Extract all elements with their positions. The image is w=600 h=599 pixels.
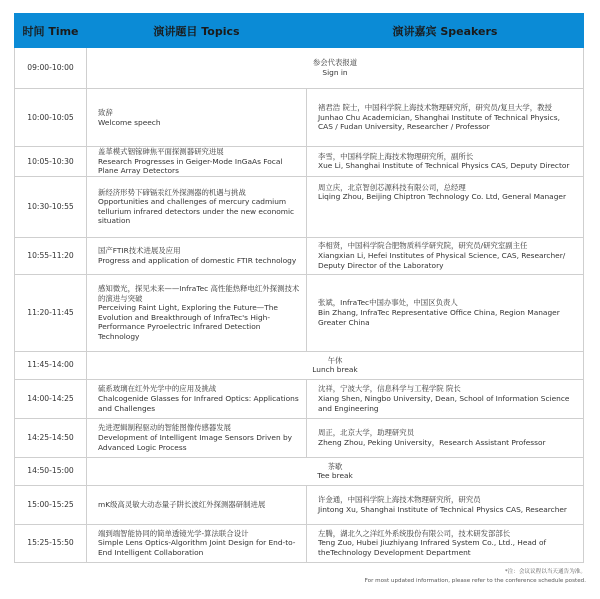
speaker-cell xyxy=(307,274,584,351)
header-row xyxy=(15,14,584,48)
topic-zh: 先进逻辑制程驱动的智能图像传感器发展 xyxy=(98,423,232,433)
speaker-en: Zheng Zhou, Peking University，Research Assistant Professor xyxy=(318,437,546,447)
topic-en: Research Progresses in Geiger-Mode InGaAs Focal Plane Array Detectors xyxy=(98,156,283,176)
speaker-en: Teng Zuo, Hubei Jiuzhiyang Infrared System Co., Ltd., Head of theTechnology Development Department xyxy=(318,538,547,558)
topic-cell xyxy=(87,485,307,524)
speaker-zh: 许金通，中国科学院上海技术物理研究所，研究员 xyxy=(318,495,481,505)
time-cell: 10:05-10:30 xyxy=(15,147,87,177)
speaker-en: Junhao Chu Academician, Shanghai Institute of Technical Physics, CAS / Fudan University, Researcher / Professor xyxy=(318,112,560,132)
session-cell xyxy=(87,351,584,379)
time-cell: 15:00-15:25 xyxy=(15,485,87,524)
table-row-lunch-break xyxy=(15,351,584,379)
table-row xyxy=(15,237,584,274)
agenda-table xyxy=(14,13,584,563)
speaker-zh: 周正，北京大学，助理研究员 xyxy=(318,428,415,438)
speaker-en: Bin Zhang, InfraTec Representative Office China, Region Manager Greater China xyxy=(318,307,560,327)
speaker-zh: 周立庆，北京智创芯源科技有限公司，总经理 xyxy=(318,182,466,192)
time-cell: 14:00-14:25 xyxy=(15,379,87,418)
topic-cell xyxy=(87,176,307,237)
time-cell: 15:25-15:50 xyxy=(15,524,87,562)
speaker-en: Jintong Xu, Shanghai Institute of Technical Physics CAS, Researcher xyxy=(318,504,567,514)
table-row xyxy=(15,379,584,418)
topic-en: Perceiving Faint Light, Exploring the Future—The Evolution and Breakthrough of InfraTec's High-Performance Pyroelectric Infrared Detection Technology xyxy=(98,303,278,341)
topic-en: Opportunities and challenges of mercury cadmium tellurium infrared detectors under the new economic situation xyxy=(98,197,295,226)
speaker-zh: 李相贤，中国科学院合肥物质科学研究院，研究员/研究室副主任 xyxy=(318,241,528,251)
topic-cell xyxy=(87,418,307,457)
topic-cell xyxy=(87,147,307,177)
header-time: 时间 Time xyxy=(15,14,87,48)
speaker-en: Liqing Zhou, Beijing Chiptron Technology Co. Ltd, General Manager xyxy=(318,192,566,202)
table-row-tea-break xyxy=(15,457,584,485)
topic-en: Development of Intelligent Image Sensors Driven by Advanced Logic Process xyxy=(98,432,293,452)
speaker-cell xyxy=(307,147,584,177)
time-cell: 10:55-11:20 xyxy=(15,237,87,274)
time-cell: 14:50-15:00 xyxy=(15,457,87,485)
session-cell xyxy=(87,48,584,89)
table-row xyxy=(15,89,584,147)
topic-cell xyxy=(87,379,307,418)
topic-cell xyxy=(87,524,307,562)
session-label-en: Sign in xyxy=(322,68,348,77)
topic-cell xyxy=(87,274,307,351)
speaker-cell xyxy=(307,237,584,274)
table-row xyxy=(15,147,584,177)
table-row xyxy=(15,274,584,351)
speaker-zh: 左腾，湖北久之洋红外系统股份有限公司，技术研发部部长 xyxy=(318,528,511,538)
time-cell: 10:00-10:05 xyxy=(15,89,87,147)
header-speakers: 演讲嘉宾 Speakers xyxy=(307,14,584,48)
topic-zh: 国产FTIR技术进展及应用 xyxy=(98,246,181,256)
speaker-cell xyxy=(307,176,584,237)
topic-zh: mK级高灵敏大动态量子阱长波红外探测器研制进展 xyxy=(98,499,266,509)
speaker-cell xyxy=(307,524,584,562)
speaker-en: Xue Li, Shanghai Institute of Technical Physics CAS, Deputy Director xyxy=(318,161,570,171)
topic-zh: 感知微光，探见未来——InfraTec 高性能热释电红外探测技术的演进与突破 xyxy=(98,284,300,303)
speaker-en: Xiangxian Li, Hefei Institutes of Physical Science, CAS, Researcher/ Deputy Director of the Laboratory xyxy=(318,250,566,270)
speaker-zh: 沈祥，宁波大学，信息科学与工程学院 院长 xyxy=(318,384,461,394)
session-label-zh: 午休 xyxy=(327,355,343,365)
table-row-sign-in xyxy=(15,48,584,89)
topic-en: Progress and application of domestic FTIR technology xyxy=(98,255,297,265)
topic-cell xyxy=(87,237,307,274)
speaker-zh: 张斌，InfraTec中国办事处，中国区负责人 xyxy=(318,298,458,308)
session-label-zh: 参会代表报道 xyxy=(312,58,358,68)
session-label-zh: 茶歇 xyxy=(327,461,343,471)
table-row xyxy=(15,524,584,562)
table-row xyxy=(15,176,584,237)
session-label-en: Lunch break xyxy=(312,365,358,375)
header-topics: 演讲题目 Topics xyxy=(87,14,307,48)
session-label-en: Tee break xyxy=(317,471,353,481)
footnote xyxy=(365,568,586,586)
session-cell xyxy=(87,457,584,485)
topic-en: Welcome speech xyxy=(98,117,161,127)
speaker-en: Xiang Shen, Ningbo University, Dean, School of Information Science and Engineering xyxy=(318,393,570,413)
speaker-cell xyxy=(307,379,584,418)
footnote-en: For most updated information, please refer to the conference schedule posted. xyxy=(364,578,586,584)
topic-zh: 端到端智能协同的简单透镜光学-算法联合设计 xyxy=(98,528,249,538)
table-row xyxy=(15,418,584,457)
speaker-zh: 褚君浩 院士，中国科学院上海技术物理研究所，研究员/复旦大学，教授 xyxy=(318,103,552,113)
topic-zh: 盖革模式铟镓砷焦平面探测器研究进展 xyxy=(98,147,224,156)
topic-zh: 新经济形势下碲镉汞红外探测器的机遇与挑战 xyxy=(98,187,246,197)
time-cell: 11:45-14:00 xyxy=(15,351,87,379)
topic-cell xyxy=(87,89,307,147)
topic-zh: 致辞 xyxy=(98,107,113,117)
time-cell: 10:30-10:55 xyxy=(15,176,87,237)
topic-en: Simple Lens Optics-Algorithm Joint Design for End-to-End Intelligent Collaboration xyxy=(98,538,296,558)
time-cell: 14:25-14:50 xyxy=(15,418,87,457)
speaker-zh: 李雪，中国科学院上海技术物理研究所，副所长 xyxy=(318,151,474,161)
time-cell: 11:20-11:45 xyxy=(15,274,87,351)
speaker-cell xyxy=(307,89,584,147)
time-cell: 09:00-10:00 xyxy=(15,48,87,89)
topic-en: Chalcogenide Glasses for Infrared Optics: Applications and Challenges xyxy=(98,393,299,413)
table-row xyxy=(15,485,584,524)
footnote-zh: *注：会议议程以当天通告为准。 xyxy=(504,569,586,575)
speaker-cell xyxy=(307,485,584,524)
topic-zh: 硫系玻璃在红外光学中的应用及挑战 xyxy=(98,384,217,394)
speaker-cell xyxy=(307,418,584,457)
